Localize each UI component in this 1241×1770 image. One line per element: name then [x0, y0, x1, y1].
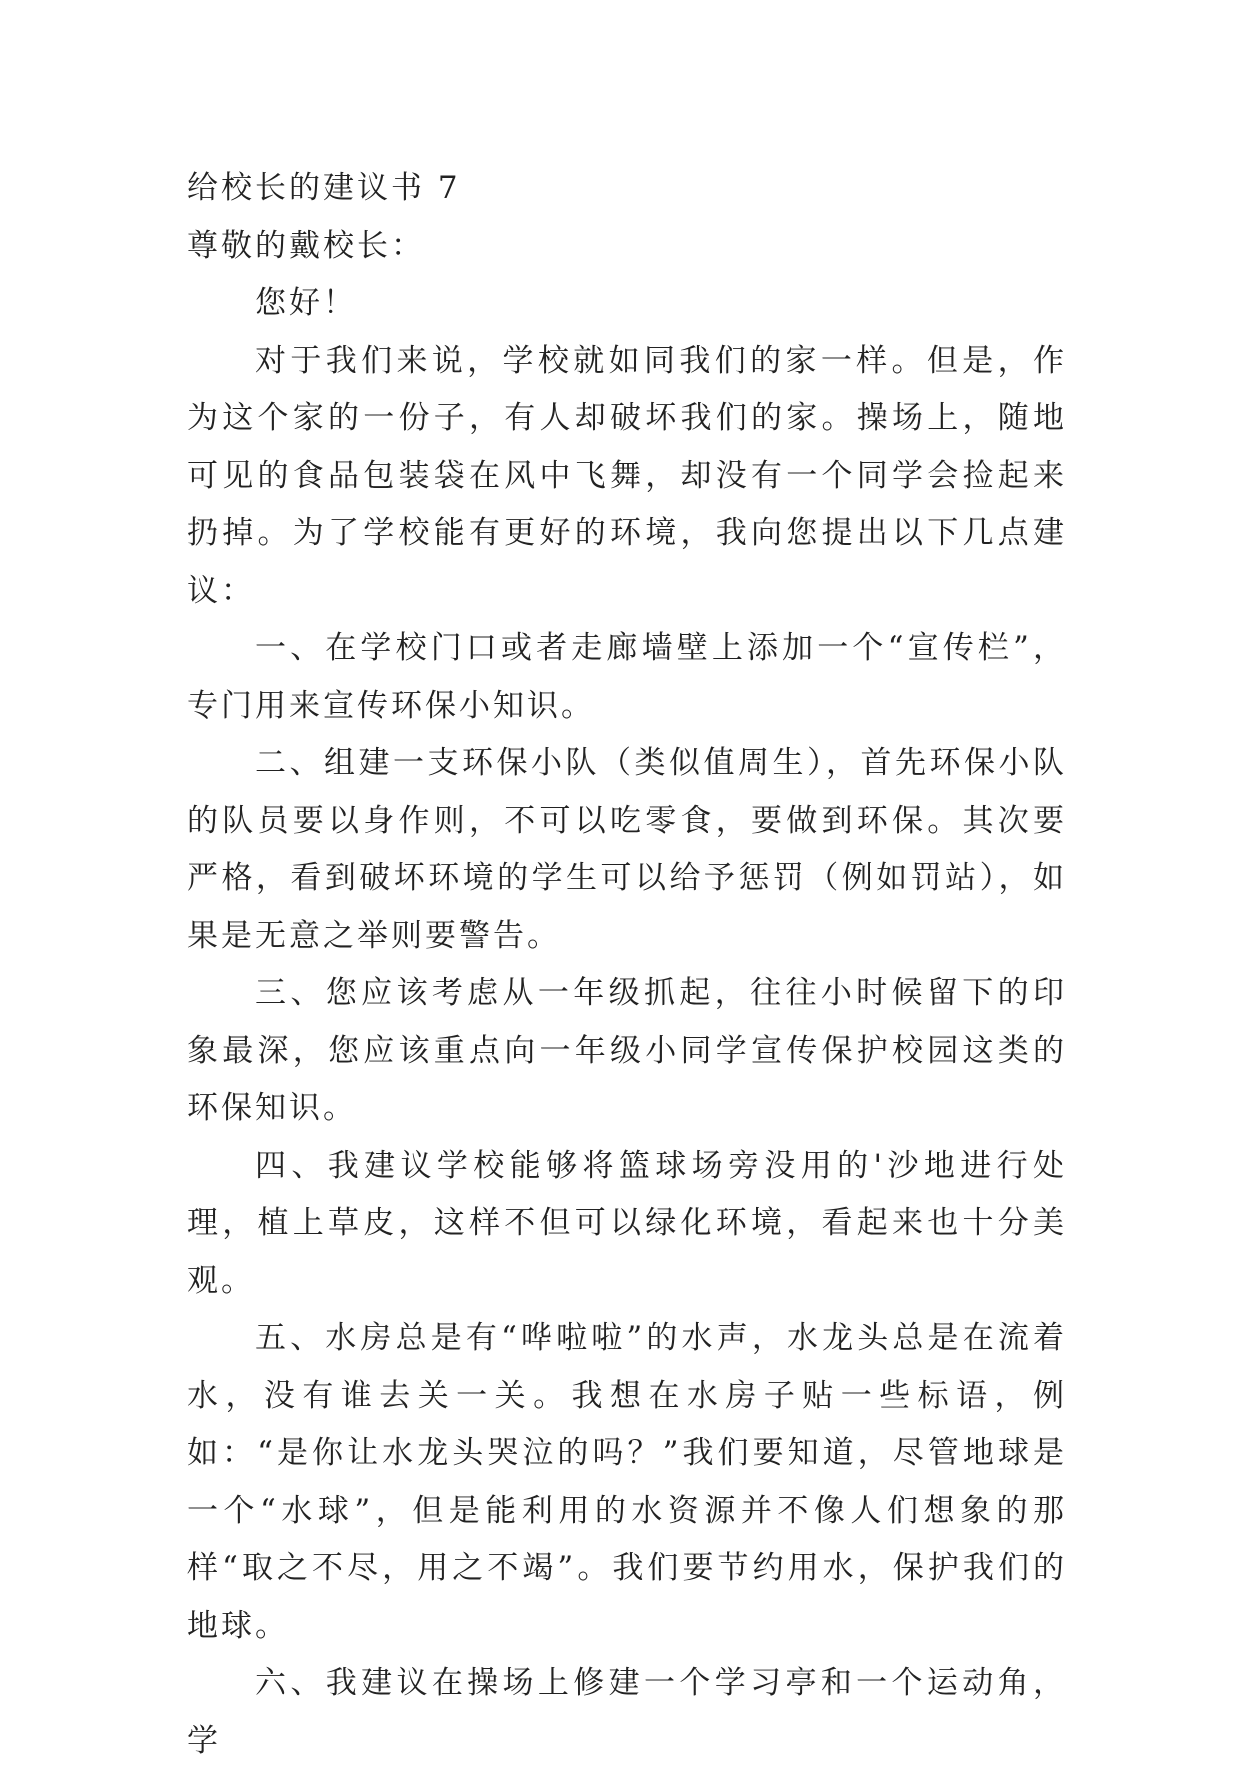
- document-body: [187, 160, 1067, 1770]
- document-title: 给校长的建议书 7: [187, 170, 461, 206]
- paragraph-suggestion-6: 六、我建议在操场上修建一个学习亭和一个运动角，学: [187, 1665, 1067, 1759]
- paragraph-suggestion-5: 五、水房总是有“哗啦啦”的水声，水龙头总是在流着水，没有谁去关一关。我想在水房子贴一些标语，例如：“是你让水龙头哭泣的吗？”我们要知道，尽管地球是一个“水球”，但是能利用的水资源并不像人们想象的那样“取之不尽，用之不竭”。我们要节约用水，保护我们的地球。: [187, 1320, 1067, 1644]
- greeting: 您好！: [255, 285, 357, 321]
- paragraph-suggestion-2: 二、组建一支环保小队（类似值周生），首先环保小队的队员要以身作则，不可以吃零食，要做到环保。其次要严格，看到破坏环境的学生可以给予惩罚（例如罚站），如果是无意之举则要警告。: [187, 745, 1067, 954]
- salutation: 尊敬的戴校长：: [187, 227, 425, 264]
- paragraph-suggestion-4: 四、我建议学校能够将篮球场旁没用的'沙地进行处理，植上草皮，这样不但可以绿化环境，看起来也十分美观。: [187, 1147, 1067, 1299]
- paragraph-suggestion-1: 一、在学校门口或者走廊墙壁上添加一个“宣传栏”，专门用来宣传环保小知识。: [187, 630, 1067, 724]
- paragraph-intro: 对于我们来说，学校就如同我们的家一样。但是，作为这个家的一份子，有人却破坏我们的家。操场上，随地可见的食品包装袋在风中飞舞，却没有一个同学会捡起来扔掉。为了学校能有更好的环境，我向您提出以下几点建议：: [187, 342, 1067, 609]
- paragraph-suggestion-3: 三、您应该考虑从一年级抓起，往往小时候留下的印象最深，您应该重点向一年级小同学宣传保护校园这类的环保知识。: [187, 975, 1067, 1126]
